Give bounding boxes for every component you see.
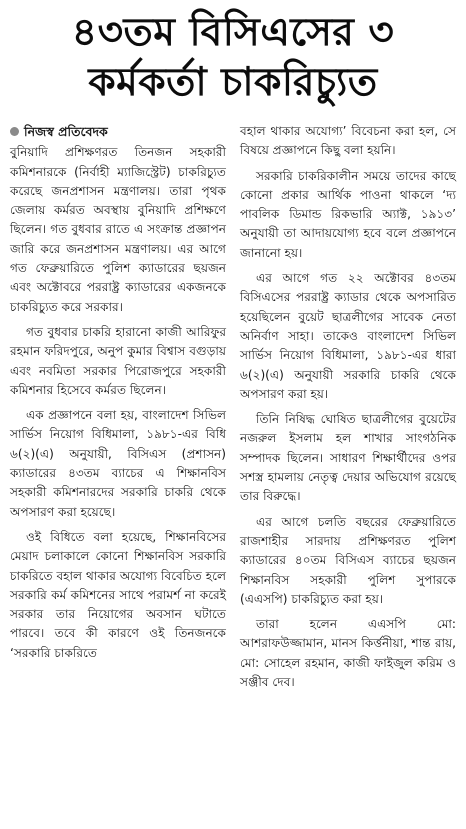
paragraph: এর আগে চলতি বছরের ফেব্রুয়ারিতে রাজশাহীর সারদায় প্রশিক্ষণরত পুলিশ ক্যাডারের ৪০তম বিসিএস ব্যাচের ছয়জন শিক্ষানবিস সহকারী পুলিশ সুপারকে (এএসপি) চাকরিচ্যুত করা হয়।: [240, 514, 456, 606]
paragraph: তারা হলেন এএসপি মো: আশরাফউজ্জামান, মানস কির্ত্তনীয়া, শান্ত রায়, মো: সোহেল রহমান, কাজী ফাইজুল করিম ও সঞ্জীব দেব।: [240, 617, 456, 690]
paragraph: তিনি নিষিদ্ধ ঘোষিত ছাত্রলীগের বুয়েটের নজরুল ইসলাম হল শাখার সাংগঠনিক সম্পাদক ছিলেন। সাধারণ শিক্ষার্থীদের ওপর সশস্ত্র হামলায় নেতৃত্ব দেয়ার অভিযোগ রয়েছে তার বিরুদ্ধে।: [240, 412, 456, 504]
headline: [10, 8, 456, 108]
paragraph: সরকারি চাকরিকালীন সময়ে তাদের কাছে কোনো প্রকার আর্থিক পাওনা থাকলে ‘দ্য পাবলিক ডিমান্ড রিকভারি অ্যাক্ট, ১৯১৩’ অনুযায়ী তা আদায়যোগ্য হবে বলে প্রজ্ঞাপনে জানানো হয়।: [240, 168, 456, 260]
paragraph: ওই বিধিতে বলা হয়েছে, শিক্ষানবিসের মেয়াদ চলাকালে কোনো শিক্ষানবিস সরকারি চাকরিতে বহাল থাকার অযোগ্য বিবেচিত হলে সরকারি কর্ম কমিশনের সাথে পরামর্শ না করেই সরকার তার নিয়োগের অবসান ঘটাতে পারবে। তবে কী কারণে ওই তিনজনকে ‘সরকারি চাকরিতে: [10, 529, 226, 660]
bullet-icon: [10, 127, 19, 136]
byline: [10, 122, 226, 141]
paragraph: বহাল থাকার অযোগ্য’ বিবেচনা করা হল, সে বিষয়ে প্রজ্ঞাপনে কিছু বলা হয়নি।: [240, 124, 456, 158]
paragraph: এর আগে গত ২২ অক্টোবর ৪৩তম বিসিএসের পররাষ্ট্র ক্যাডার থেকে অপসারিত হয়েছিলেন বুয়েট ছাত্রলীগের সাবেক নেতা অনির্বাণ সাহা। তাকেও বাংলাদেশ সিভিল সার্ভিস নিয়োগ বিধিমালা, ১৯৮১-এর ধারা ৬(২)(এ) অনুযায়ী সরকারি চাকরি থেকে অপসারণ করা হয়।: [240, 271, 456, 401]
article-columns: [10, 122, 456, 698]
article-column-left: [10, 122, 226, 698]
headline-line-2: কর্মকর্তা চাকরিচ্যুত: [88, 60, 378, 105]
byline-text: নিজস্ব প্রতিবেদক: [24, 124, 108, 139]
paragraph: এক প্রজ্ঞাপনে বলা হয়, বাংলাদেশ সিভিল সার্ভিস নিয়োগ বিধিমালা, ১৯৮১-এর বিধি ৬(২)(এ) অনুযায়ী, বিসিএস (প্রশাসন) ক্যাডারের ৪৩তম ব্যাচের এ শিক্ষানবিস সহকারী কমিশনারদের সরকারি চাকরি থেকে অপসারণ করা হয়েছে।: [10, 408, 226, 519]
article-column-right: [240, 122, 456, 698]
newspaper-clipping: [0, 8, 466, 829]
paragraph: গত বুধবার চাকরি হারানো কাজী আরিফুর রহমান ফরিদপুরে, অনুপ কুমার বিশ্বাস বগুড়ায় এবং নবমিতা সরকার পিরোজপুরে সহকারী কমিশনার হিসেবে কর্মরত ছিলেন।: [10, 324, 226, 397]
paragraph: বুনিয়াদি প্রশিক্ষণরত তিনজন সহকারী কমিশনারকে (নির্বাহী ম্যাজিস্ট্রেট) চাকরিচ্যুত করেছে জনপ্রশাসন মন্ত্রণালয়। তারা পৃথক জেলায় কর্মরত অবস্থায় বুনিয়াদি প্রশিক্ষণে ছিলেন। গত বুধবার রাতে এ সংক্রান্ত প্রজ্ঞাপন জারি করে জনপ্রশাসন মন্ত্রণালয়। এর আগে গত ফেব্রুয়ারিতে পুলিশ ক্যাডারের ছয়জন এবং অক্টোবরে পররাষ্ট্র ক্যাডারের একজনকে চাকরিচ্যুত করে সরকার।: [10, 145, 226, 314]
headline-line-1: ৪৩তম বিসিএসের ৩: [71, 10, 395, 55]
